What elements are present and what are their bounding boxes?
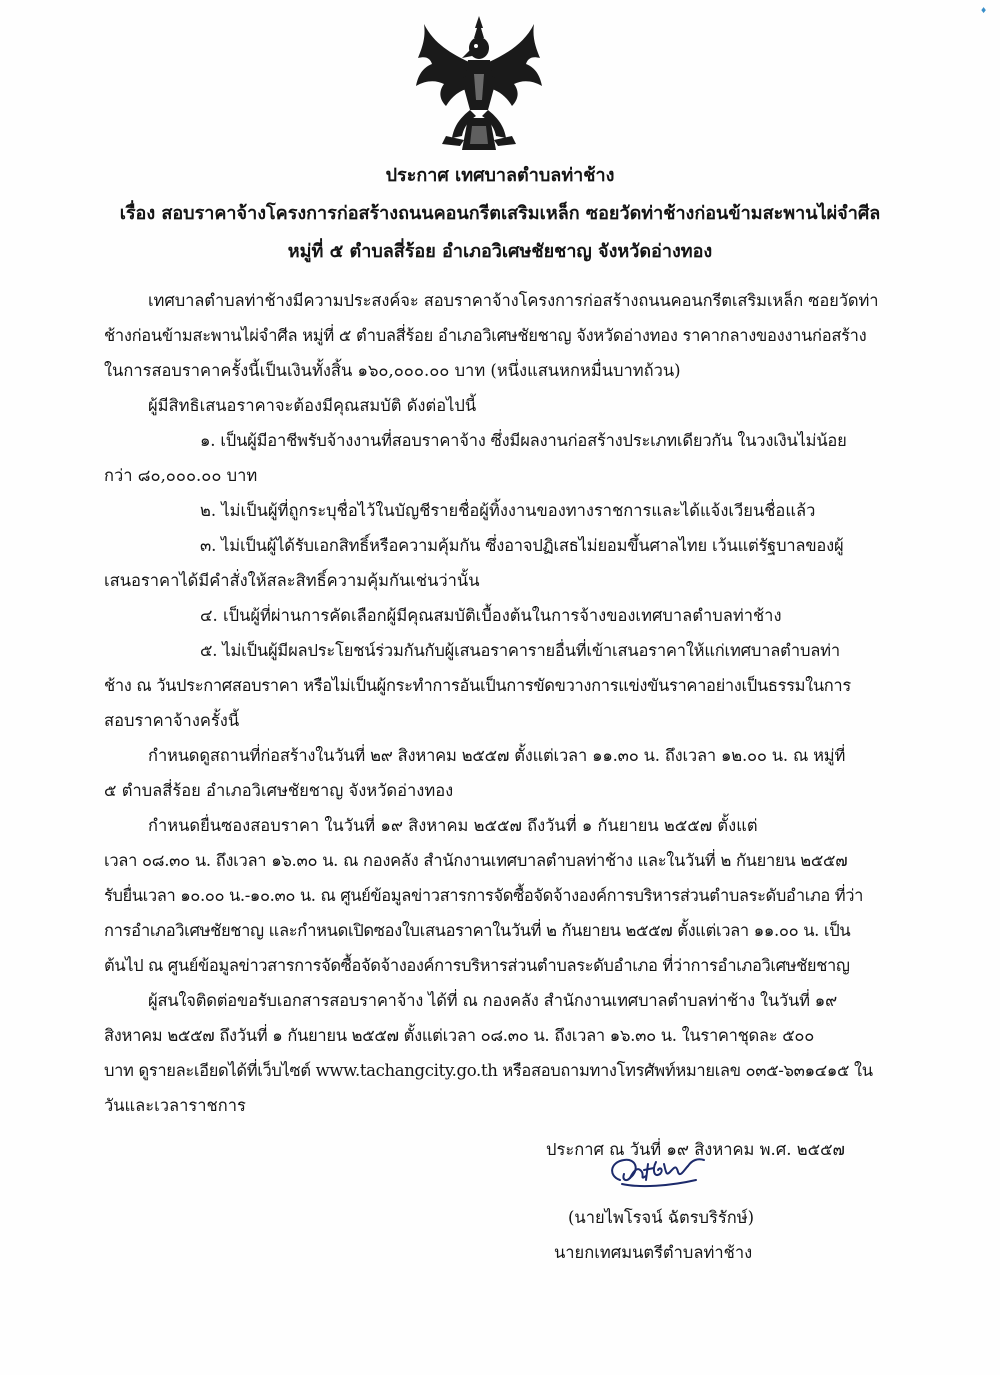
submission-line: ต้นไป ณ ศูนย์ข้อมูลข่าวสารการจัดซื้อจัดจ้างองค์การบริหารส่วนตำบลระดับอำเภอ ที่ว่าการอำเภอวิเศษชัยชาญ bbox=[104, 956, 850, 975]
qualification-item: ๕. ไม่เป็นผู้มีผลประโยชน์ร่วมกันกับผู้เสนอราคารายอื่นที่เข้าเสนอราคาให้แก่เทศบาลตำบลท่า bbox=[200, 641, 840, 660]
paragraph-line: ในการสอบราคาครั้งนี้เป็นเงินทั้งสิ้น ๑๖๐,๐๐๐.๐๐ บาท (หนึ่งแสนหกหมื่นบาทถ้วน) bbox=[104, 361, 681, 380]
announcement-title: ประกาศ เทศบาลตำบลท่าช้าง bbox=[385, 165, 615, 186]
qualification-item: สอบราคาจ้างครั้งนี้ bbox=[104, 711, 240, 730]
qualification-item: ช้าง ณ วันประกาศสอบราคา หรือไม่เป็นผู้กระทำการอันเป็นการขัดขวางการแข่งขันราคาอย่างเป็นธรรมในการ bbox=[104, 676, 851, 695]
qualification-item: ๒. ไม่เป็นผู้ที่ถูกระบุชื่อไว้ในบัญชีรายชื่อผู้ทิ้งงานของทางราชการและได้แจ้งเวียนชื่อแล้ว bbox=[200, 501, 816, 520]
documents-line: วันและเวลาราชการ bbox=[104, 1096, 246, 1115]
signatory-name: (นายไพโรจน์ ฉัตรบริรักษ์) bbox=[568, 1208, 755, 1227]
qualification-item: ๑. เป็นผู้มีอาชีพรับจ้างงานที่สอบราคาจ้าง ซึ่งมีผลงานก่อสร้างประเภทเดียวกัน ในวงเงินไม่น้อย bbox=[200, 431, 847, 450]
submission-line: การอำเภอวิเศษชัยชาญ และกำหนดเปิดซองใบเสนอราคาในวันที่ ๒ กันยายน ๒๕๕๗ ตั้งแต่เวลา ๑๑.๐๐ น. เป็น bbox=[104, 921, 851, 940]
announce-date: ประกาศ ณ วันที่ ๑๙ สิงหาคม พ.ศ. ๒๕๕๗ bbox=[546, 1140, 845, 1159]
subject-line-2: หมู่ที่ ๕ ตำบลสี่ร้อย อำเภอวิเศษชัยชาญ จังหวัดอ่างทอง bbox=[287, 241, 713, 262]
site-visit-line: กำหนดดูสถานที่ก่อสร้างในวันที่ ๒๙ สิงหาคม ๒๕๕๗ ตั้งแต่เวลา ๑๑.๓๐ น. ถึงเวลา ๑๒.๐๐ น. ณ หมู่ที่ bbox=[148, 746, 846, 765]
documents-line: ผู้สนใจติดต่อขอรับเอกสารสอบราคาจ้าง ได้ที่ ณ กองคลัง สำนักงานเทศบาลตำบลท่าช้าง ในวันที่ ๑๙ bbox=[148, 991, 837, 1010]
subject-line-1: เรื่อง สอบราคาจ้างโครงการก่อสร้างถนนคอนกรีตเสริมเหล็ก ซอยวัดท่าช้างก่อนข้ามสะพานไผ่จำศีล bbox=[119, 203, 881, 224]
qualification-item: เสนอราคาได้มีคำสั่งให้สละสิทธิ์ความคุ้มกันเช่นว่านั้น bbox=[104, 571, 480, 590]
qualifications-intro: ผู้มีสิทธิเสนอราคาจะต้องมีคุณสมบัติ ดังต่อไปนี้ bbox=[148, 396, 477, 415]
signature-icon bbox=[600, 1150, 720, 1198]
submission-line: เวลา ๐๘.๓๐ น. ถึงเวลา ๑๖.๓๐ น. ณ กองคลัง สำนักงานเทศบาลตำบลท่าช้าง และในวันที่ ๒ กันยายน ๒๕๕๗ bbox=[104, 851, 848, 870]
qualification-item: ๔. เป็นผู้ที่ผ่านการคัดเลือกผู้มีคุณสมบัติเบื้องต้นในการจ้างของเทศบาลตำบลท่าช้าง bbox=[200, 606, 782, 625]
submission-line: กำหนดยื่นซองสอบราคา ในวันที่ ๑๙ สิงหาคม ๒๕๕๗ ถึงวันที่ ๑ กันยายน ๒๕๕๗ ตั้งแต่ bbox=[148, 816, 758, 835]
documents-line: สิงหาคม ๒๕๕๗ ถึงวันที่ ๑ กันยายน ๒๕๕๗ ตั้งแต่เวลา ๐๘.๓๐ น. ถึงเวลา ๑๖.๓๐ น. ในราคาชุดละ ๕๐๐ bbox=[104, 1026, 814, 1045]
qualification-item: ๓. ไม่เป็นผู้ได้รับเอกสิทธิ์หรือความคุ้มกัน ซึ่งอาจปฏิเสธไม่ยอมขึ้นศาลไทย เว้นแต่รัฐบาลของผู้ bbox=[200, 536, 844, 555]
submission-line: รับยื่นเวลา ๑๐.๐๐ น.-๑๐.๓๐ น. ณ ศูนย์ข้อมูลข่าวสารการจัดซื้อจัดจ้างองค์การบริหารส่วนตำบลระดับอำเภอ ที่ว่า bbox=[104, 886, 863, 905]
scan-marker-icon: ♦ bbox=[980, 6, 988, 15]
signatory-position: นายกเทศมนตรีตำบลท่าช้าง bbox=[554, 1243, 753, 1262]
qualification-item: กว่า ๘๐,๐๐๐.๐๐ บาท bbox=[104, 466, 258, 485]
paragraph-line: เทศบาลตำบลท่าช้างมีความประสงค์จะ สอบราคาจ้างโครงการก่อสร้างถนนคอนกรีตเสริมเหล็ก ซอยวัดท่า bbox=[148, 291, 879, 310]
documents-line: บาท ดูรายละเอียดได้ที่เว็บไซต์ www.tachangcity.go.th หรือสอบถามทางโทรศัพท์หมายเลข ๐๓๕-๖๓๑๔๑๕ ใน bbox=[104, 1061, 873, 1080]
paragraph-line: ช้างก่อนข้ามสะพานไผ่จำศีล หมู่ที่ ๕ ตำบลสี่ร้อย อำเภอวิเศษชัยชาญ จังหวัดอ่างทอง ราคากลางของงานก่อสร้าง bbox=[104, 326, 867, 345]
garuda-emblem-icon bbox=[412, 14, 547, 152]
site-visit-line: ๕ ตำบลสี่ร้อย อำเภอวิเศษชัยชาญ จังหวัดอ่างทอง bbox=[104, 781, 454, 800]
